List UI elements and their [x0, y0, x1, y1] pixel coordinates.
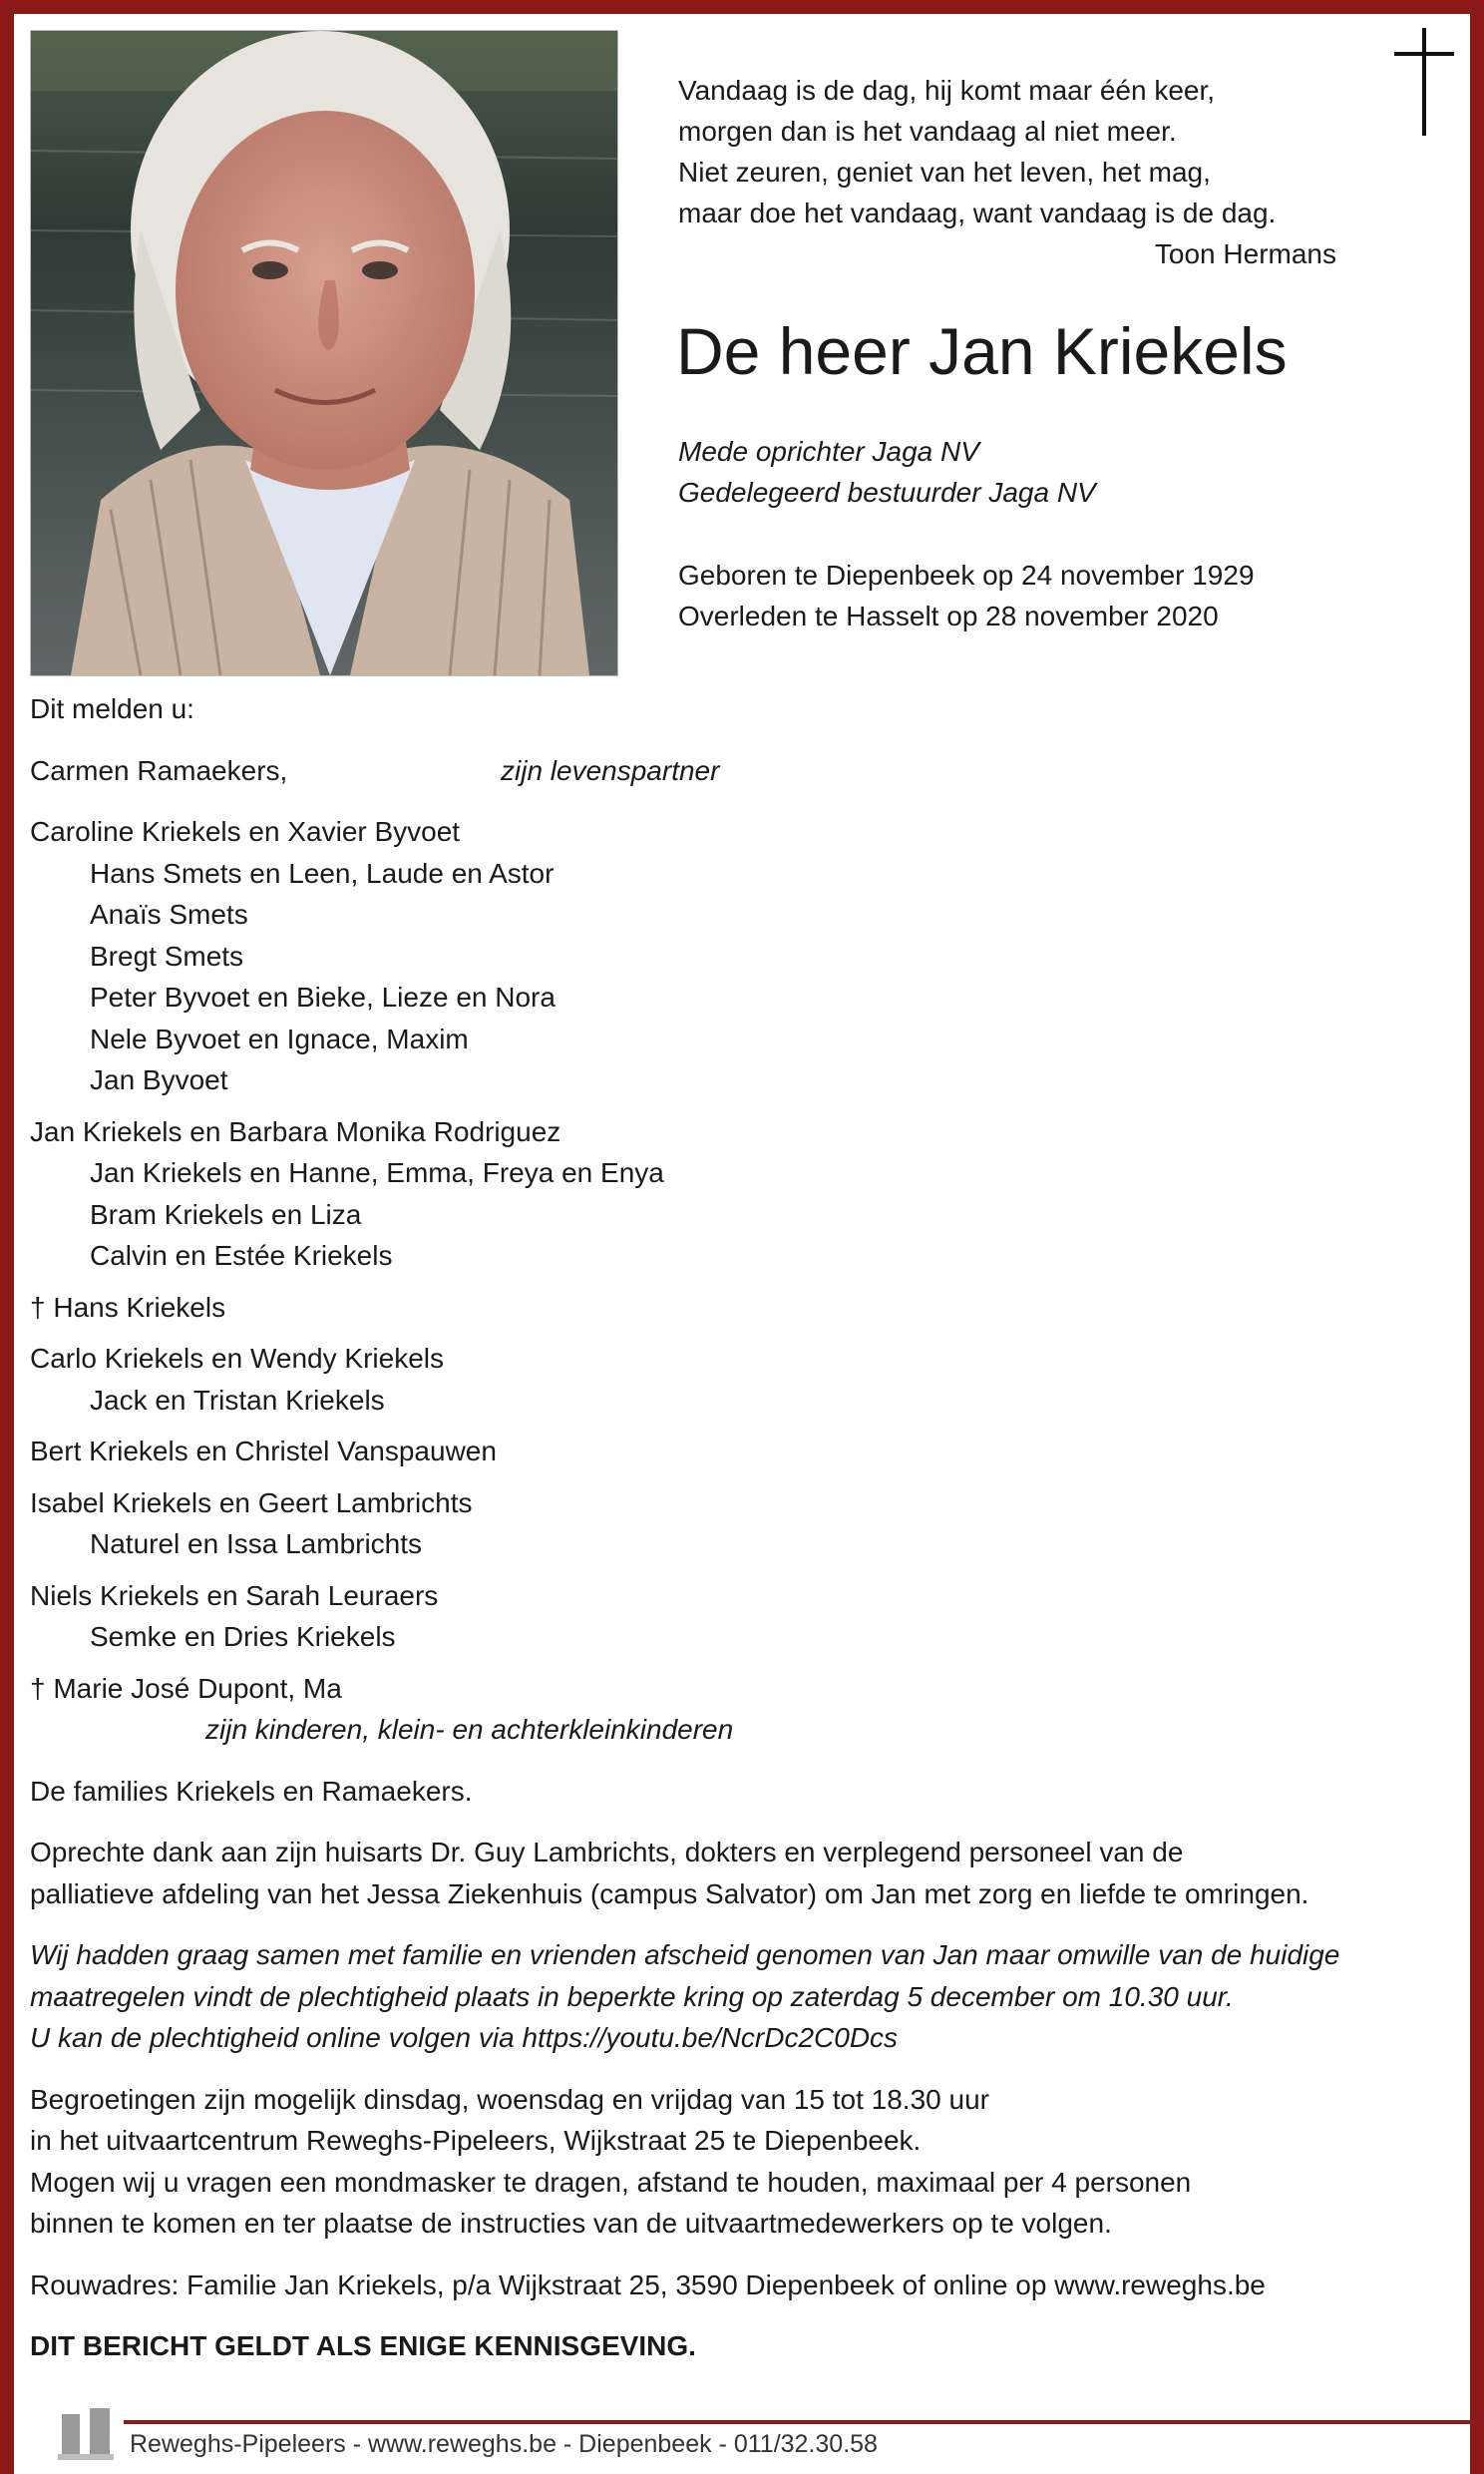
family-member: Jan Byvoet [90, 1064, 228, 1095]
family-member: Nele Byvoet en Ignace, Maxim [90, 1023, 469, 1054]
family-member: Anaïs Smets [90, 899, 248, 930]
family-member: Bram Kriekels en Liza [90, 1198, 362, 1230]
poem-author: Toon Hermans [1154, 238, 1336, 269]
footer-divider [124, 2420, 1470, 2424]
role-line: Gedelegeerd bestuurder Jaga NV [678, 477, 1096, 508]
visits-line: in het uitvaartcentrum Reweghs-Pipeleers, Wijkstraat 25 te Diepenbeek. [30, 2125, 922, 2156]
cross-icon [1392, 28, 1456, 143]
family-member: Hans Smets en Leen, Laude en Astor [90, 857, 555, 889]
partner-relation: zijn levenspartner [501, 754, 720, 786]
family-member: Jack en Tristan Kriekels [90, 1384, 385, 1416]
notice-line: DIT BERICHT GELDT ALS ENIGE KENNISGEVING. [30, 2330, 696, 2361]
thanks-line: palliatieve afdeling van het Jessa Ziekenhuis (campus Salvator) om Jan met zorg en liefde te omringen. [30, 1877, 1309, 1909]
death-line: Overleden te Hasselt op 28 november 2020 [678, 601, 1219, 631]
role-line: Mede oprichter Jaga NV [678, 436, 979, 467]
family-member: Naturel en Issa Lambrichts [90, 1528, 423, 1559]
ceremony-line: U kan de plechtigheid online volgen via https://youtu.be/NcrDc2C0Dcs [30, 2022, 899, 2053]
ceremony-line: Wij hadden graag samen met familie en vrienden afscheid genomen van Jan maar omwille van de huidige [30, 1939, 1340, 1970]
family-head: Carlo Kriekels en Wendy Kriekels [30, 1343, 444, 1374]
partner-name: Carmen Ramaekers, [30, 754, 288, 786]
family-member: Bregt Smets [90, 940, 244, 972]
children-label: zijn kinderen, klein- en achterkleinkinderen [205, 1714, 734, 1745]
announcement-body [30, 688, 1456, 2367]
family-head: † Marie José Dupont, Ma [30, 1672, 342, 1704]
family-head: Caroline Kriekels en Xavier Byvoet [30, 816, 461, 847]
visits-line: binnen te komen en ter plaatse de instructies van de uitvaartmedewerkers op te volgen. [30, 2208, 1112, 2239]
family-head: Bert Kriekels en Christel Vanspauwen [30, 1436, 497, 1466]
partner-row [30, 750, 1456, 792]
thanks-line: Oprechte dank aan zijn huisarts Dr. Guy Lambrichts, dokters en verplegend personeel van de [30, 1837, 1184, 1867]
family-member: Calvin en Estée Kriekels [90, 1240, 393, 1271]
family-head: Isabel Kriekels en Geert Lambrichts [30, 1486, 473, 1518]
intro-text: Dit melden u: [30, 693, 194, 724]
visits-line: Mogen wij u vragen een mondmasker te dragen, afstand te houden, maximaal per 4 personen [30, 2166, 1192, 2198]
birth-line: Geboren te Diepenbeek op 24 november 1929 [678, 560, 1255, 591]
family-member: Peter Byvoet en Bieke, Lieze en Nora [90, 982, 556, 1013]
family-head: † Hans Kriekels [30, 1291, 226, 1323]
families-line: De families Kriekels en Ramaekers. [30, 1775, 473, 1807]
footer-text: Reweghs-Pipeleers - www.reweghs.be - Diepenbeek - 011/32.30.58 [130, 2430, 878, 2458]
poem [678, 70, 1336, 274]
visits-line: Begroetingen zijn mogelijk dinsdag, woensdag en vrijdag van 15 tot 18.30 uur [30, 2083, 989, 2115]
family-member: Semke en Dries Kriekels [90, 1621, 396, 1652]
portrait-photo [30, 30, 618, 676]
family-member: Jan Kriekels en Hanne, Emma, Freya en Enya [90, 1157, 664, 1188]
address-line: Rouwadres: Familie Jan Kriekels, p/a Wijkstraat 25, 3590 Diepenbeek of online op www.reweghs.be [30, 2268, 1266, 2300]
deceased-name: De heer Jan Kriekels [676, 314, 1288, 388]
poem-line: morgen dan is het vandaag al niet meer. [678, 116, 1177, 147]
poem-line: Niet zeuren, geniet van het leven, het mag, [678, 157, 1211, 188]
deceased-roles [678, 431, 1096, 513]
family-head: Niels Kriekels en Sarah Leuraers [30, 1579, 439, 1611]
life-dates [678, 555, 1255, 636]
family-head: Jan Kriekels en Barbara Monika Rodriguez [30, 1115, 561, 1147]
funeral-home-logo-icon [58, 2406, 114, 2465]
poem-line: maar doe het vandaag, want vandaag is de dag. [678, 198, 1277, 228]
poem-line: Vandaag is de dag, hij komt maar één keer, [678, 75, 1216, 106]
ceremony-line: maatregelen vindt de plechtigheid plaats in beperkte kring op zaterdag 5 december om 10.30 uur. [30, 1980, 1234, 2012]
